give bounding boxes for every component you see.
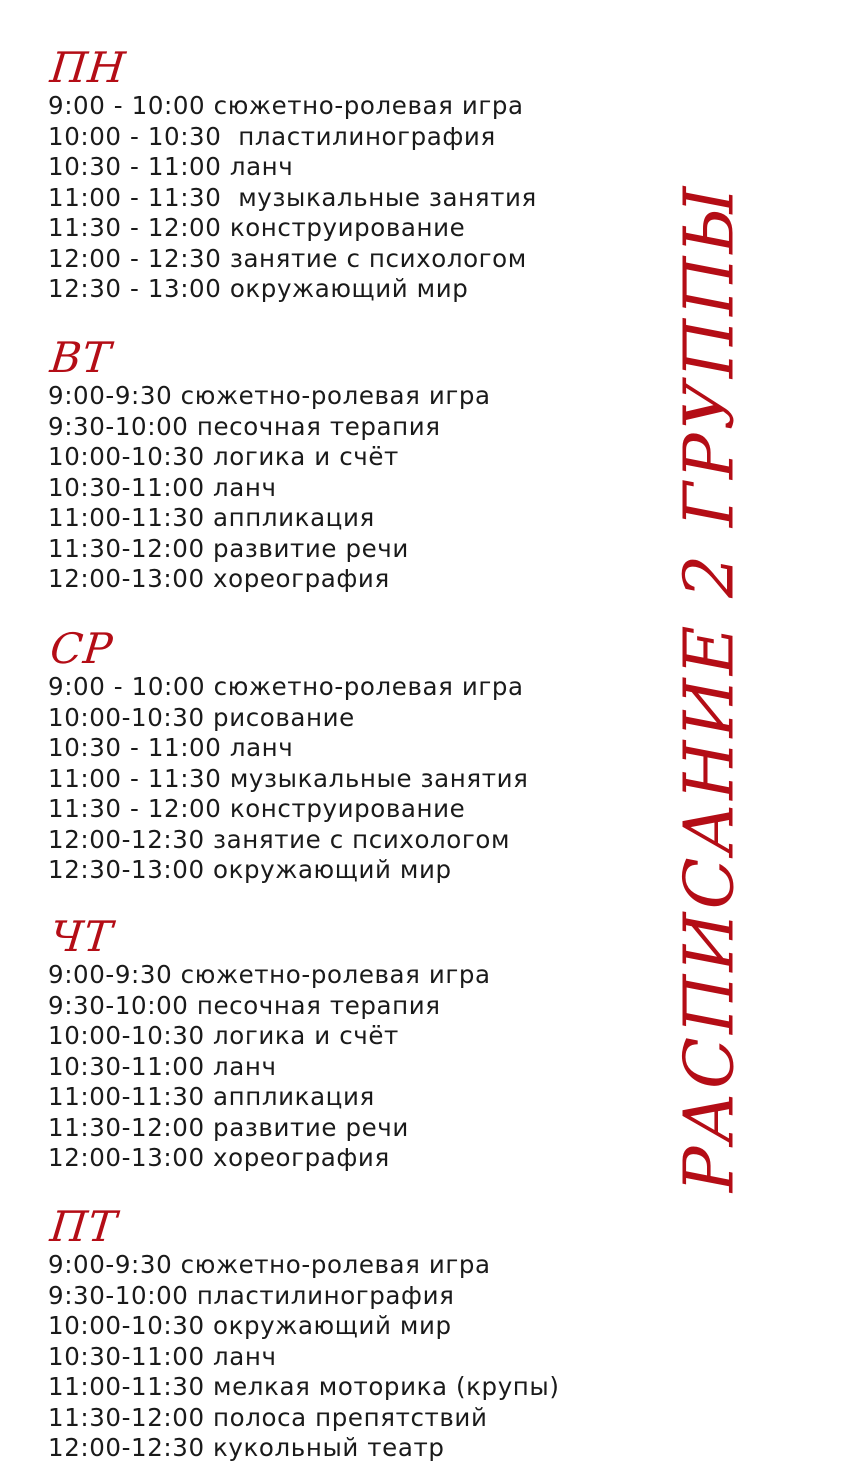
day-tuesday — [48, 335, 491, 595]
schedule-item: 11:30-12:00 развитие речи — [48, 533, 409, 563]
schedule-item: 12:00-13:00 хореография — [48, 564, 390, 593]
day-title-friday: ПТ — [47, 1202, 120, 1251]
schedule-list-thursday — [48, 960, 491, 1174]
schedule-item: 11:30-12:00 развитие речи — [48, 1112, 409, 1142]
schedule-item: 9:30-10:00 песочная терапия — [48, 990, 441, 1020]
schedule-item: 10:00-10:30 логика и счёт — [48, 442, 399, 471]
schedule-item: 9:00-9:30 сюжетно-ролевая игра — [48, 1250, 491, 1279]
page-title: РАСПИСАНИЕ 2 ГРУППЫ — [670, 183, 750, 1193]
day-thursday — [48, 914, 491, 1174]
schedule-item: 10:00-10:30 рисование — [48, 702, 355, 732]
schedule-item: 11:30 - 12:00 конструирование — [48, 794, 466, 823]
schedule-item: 10:30-11:00 ланч — [48, 1051, 277, 1081]
schedule-item: 10:00-10:30 окружающий мир — [48, 1311, 452, 1340]
schedule-list-tuesday — [48, 381, 491, 595]
day-monday — [48, 45, 537, 305]
schedule-item: 10:00 - 10:30 пластилинография — [48, 121, 496, 151]
schedule-item: 10:30-11:00 ланч — [48, 1341, 277, 1371]
schedule-item: 11:00-11:30 мелкая моторика (крупы) — [48, 1372, 560, 1401]
schedule-item: 9:00-9:30 сюжетно-ролевая игра — [48, 960, 491, 989]
schedule-item: 11:00 - 11:30 музыкальные занятия — [48, 763, 529, 793]
day-title-wednesday: СР — [47, 624, 116, 673]
schedule-item: 10:00-10:30 логика и счёт — [48, 1021, 399, 1050]
day-title-monday: ПН — [47, 43, 129, 92]
day-friday — [48, 1204, 560, 1464]
schedule-item: 12:00-12:30 кукольный театр — [48, 1433, 445, 1462]
schedule-item: 12:00-13:00 хореография — [48, 1143, 390, 1172]
schedule-list-friday — [48, 1250, 560, 1464]
schedule-item: 12:00-12:30 занятие с психологом — [48, 824, 511, 854]
schedule-list-wednesday — [48, 672, 528, 886]
day-title-thursday: ЧТ — [47, 912, 116, 961]
schedule-item: 11:00 - 11:30 музыкальные занятия — [48, 182, 537, 212]
day-wednesday — [48, 626, 528, 886]
schedule-item: 10:30-11:00 ланч — [48, 472, 277, 502]
schedule-item: 9:00 - 10:00 сюжетно-ролевая игра — [48, 672, 524, 701]
schedule-item: 11:00-11:30 аппликация — [48, 1082, 375, 1111]
schedule-item: 9:30-10:00 песочная терапия — [48, 411, 441, 441]
schedule-item: 12:30 - 13:00 окружающий мир — [48, 274, 469, 303]
day-title-tuesday: ВТ — [47, 333, 114, 382]
schedule-item: 11:30-12:00 полоса препятствий — [48, 1402, 488, 1432]
schedule-item: 11:00-11:30 аппликация — [48, 503, 375, 532]
schedule-item: 10:30 - 11:00 ланч — [48, 152, 294, 181]
schedule-item: 9:30-10:00 пластилинография — [48, 1280, 455, 1310]
schedule-item: 9:00 - 10:00 сюжетно-ролевая игра — [48, 91, 524, 120]
schedule-item: 12:00 - 12:30 занятие с психологом — [48, 243, 527, 273]
schedule-item: 12:30-13:00 окружающий мир — [48, 855, 452, 884]
schedule-item: 10:30 - 11:00 ланч — [48, 733, 294, 762]
schedule-item: 11:30 - 12:00 конструирование — [48, 213, 466, 242]
schedule-item: 9:00-9:30 сюжетно-ролевая игра — [48, 381, 491, 410]
schedule-list-monday — [48, 91, 537, 305]
